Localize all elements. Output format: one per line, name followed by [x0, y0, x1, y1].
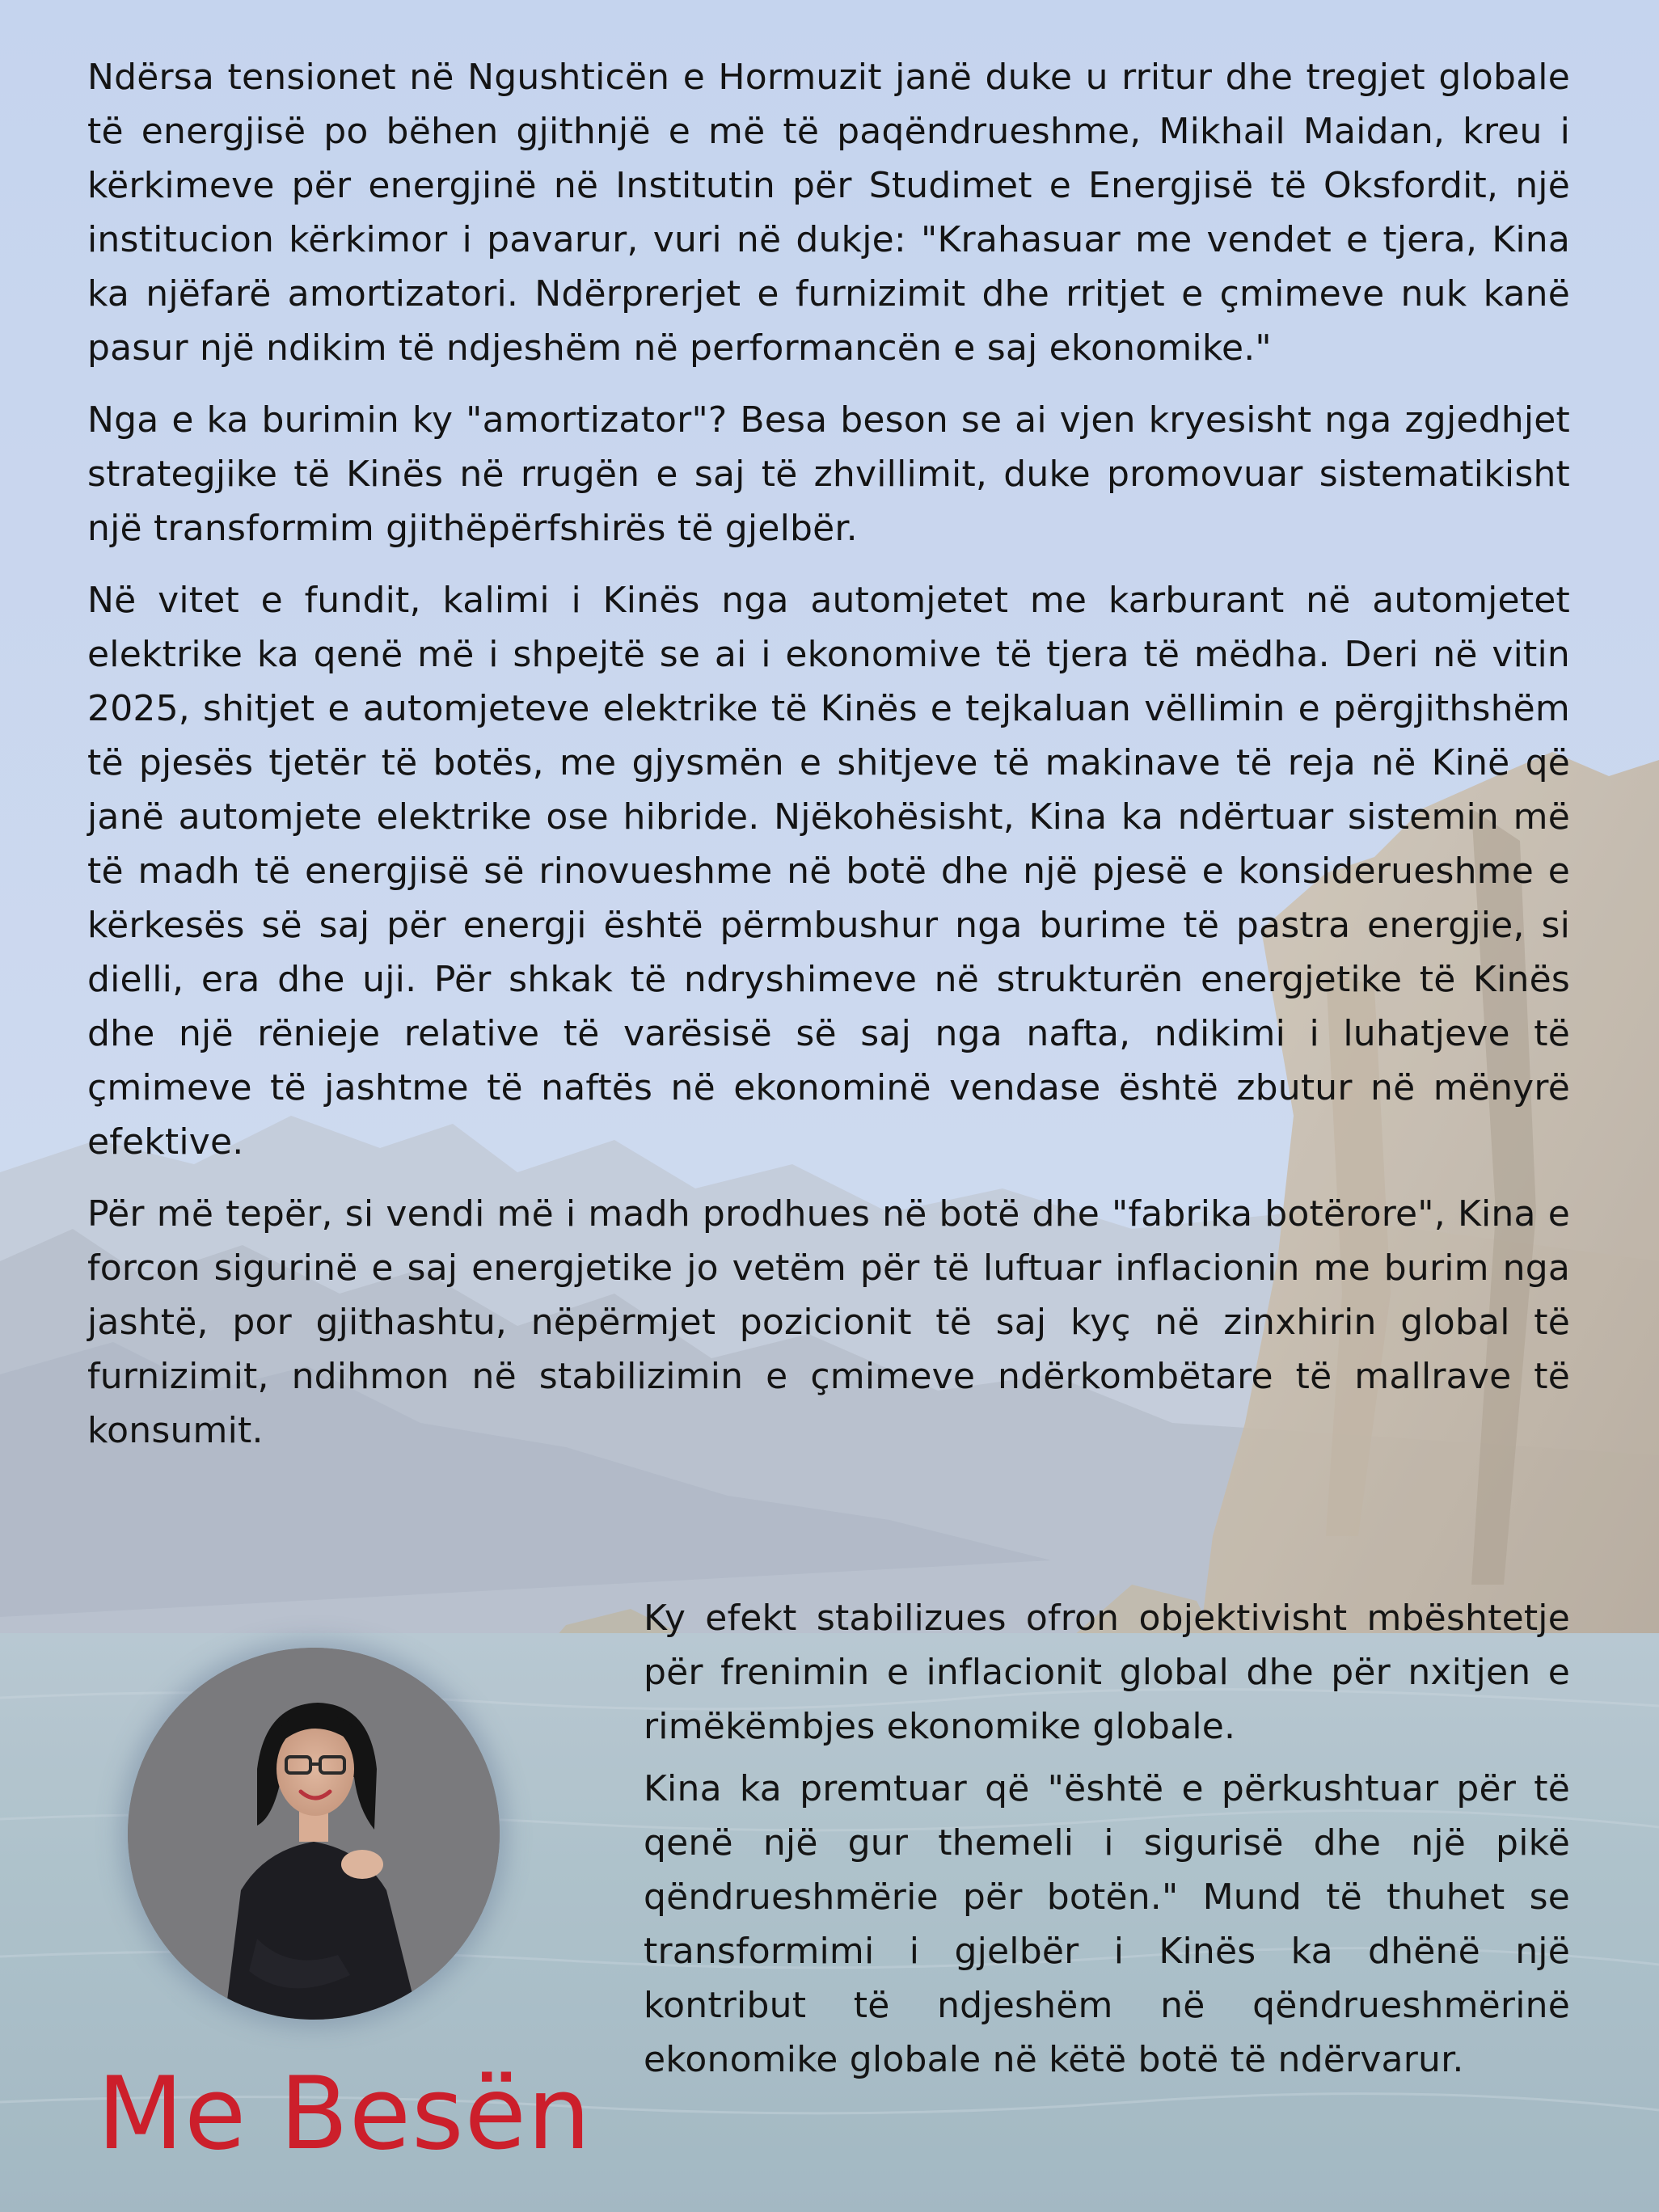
paragraph-2: Nga e ka burimin ky "amortizator"? Besa beson se ai vjen kryesisht nga zgjedhjet strategjike të Kinës në rrugën e saj të zhvillimit, duke promovuar sistematikisht një transformim gjithëpërfshirës të gjelbër. — [87, 399, 1570, 549]
brand-logo: Me Besën — [97, 2056, 592, 2172]
paragraph-5: Ky efekt stabilizues ofron objektivisht mbështetje për frenimin e inflacionit global dhe për nxitjen e rimëkëmbjes ekonomike globale. — [644, 1598, 1570, 1747]
paragraph-1: Ndërsa tensionet në Ngushticën e Hormuzit janë duke u rritur dhe tregjet globale të energjisë po bëhen gjithnjë e më të paqëndrueshme, Mikhail Maidan, kreu i kërkimeve për energjinë në Institutin për Studimet e Energjisë të Oksfordit, një institucion kërkimor i pavarur, vuri në dukje: "Krahasuar me vendet e tjera, Kina ka njëfarë amortizatori. Ndërprerjet e furnizimit dhe rritjet e çmimeve nuk kanë pasur një ndikim të ndjeshëm në performancën e saj ekonomike." — [87, 57, 1570, 369]
paragraph-3: Në vitet e fundit, kalimi i Kinës nga automjetet me karburant në automjetet elektrike ka qenë më i shpejtë se ai i ekonomive të tjera të mëdha. Deri në vitin 2025, shitjet e automjeteve elektrike të Kinës e tejkaluan vëllimin e përgjithshëm të pjesës tjetër të botës, me gjysmën e shitjeve të makinave të reja në Kinë që janë automjete elektrike ose hibride. Njëkohësisht, Kina ka ndërtuar sistemin më të madh të energjisë së rinovueshme në botë dhe një pjesë e konsiderueshme e kërkesës së saj për energji është përmbushur nga burime të pastra energjie, si dielli, era dhe uji. Për shkak të ndryshimeve në strukturën energjetike të Kinës dhe një rënieje relative të varësisë së saj nga nafta, ndikimi i luhatjeve të çmimeve të jashtme të naftës në ekonominë vendase është zbutur në mënyrë efektive. — [87, 580, 1570, 1163]
author-photo — [128, 1648, 500, 2020]
paragraph-4: Për më tepër, si vendi më i madh prodhues në botë dhe "fabrika botërore", Kina e forcon sigurinë e saj energjetike jo vetëm për të luftuar inflacionin me burim nga jashtë, por gjithashtu, nëpërmjet pozicionit të saj kyç në zinxhirin global të furnizimit, ndihmon në stabilizimin e çmimeve ndërkombëtare të mallrave të konsumit. — [87, 1193, 1570, 1451]
article-body-lower — [644, 1591, 1570, 2095]
article-body — [87, 50, 1570, 1475]
author-portrait — [128, 1648, 500, 2020]
paragraph-6: Kina ka premtuar që "është e përkushtuar për të qenë një gur themeli i sigurisë dhe një pikë qëndrueshmërie për botën." Mund të thuhet se transformimi i gjelbër i Kinës ka dhënë një kontribut të ndjeshëm në qëndrueshmërinë ekonomike globale në këtë botë të ndërvarur. — [644, 1768, 1570, 2080]
